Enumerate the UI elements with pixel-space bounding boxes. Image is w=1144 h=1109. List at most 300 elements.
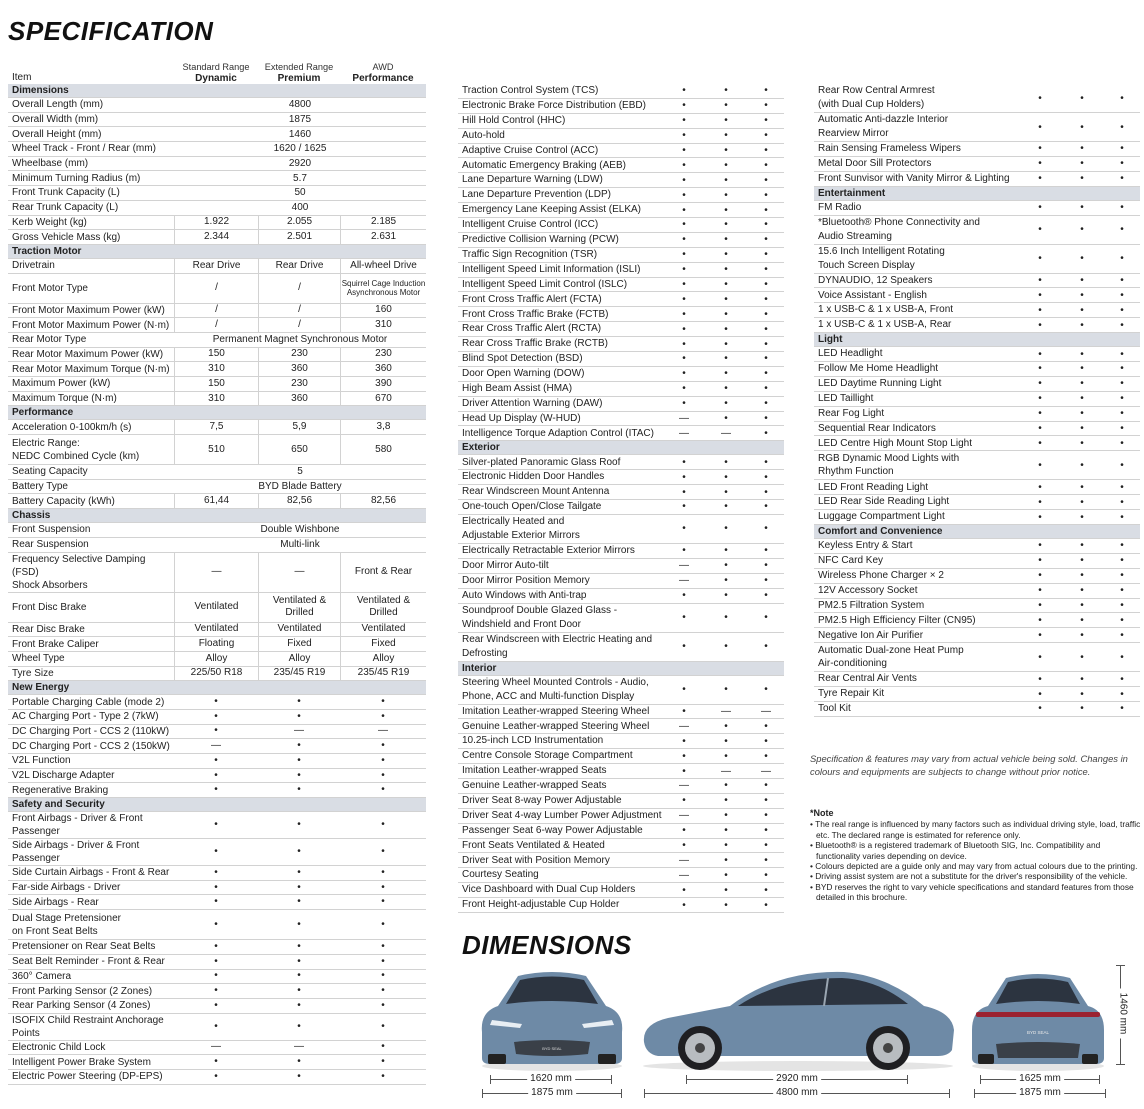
spec-row — [8, 710, 426, 725]
spec-row — [8, 157, 426, 172]
available-dot: • — [682, 884, 686, 896]
section-chassis: Chassis — [8, 509, 426, 523]
feature-row — [458, 676, 784, 705]
spec-row — [8, 113, 426, 128]
available-dot: • — [1038, 481, 1042, 493]
feature-label: Passenger Seat 6-way Power Adjustable — [462, 824, 643, 836]
feature-label: Electrically Retractable Exterior Mirrors — [462, 545, 635, 557]
available-dot: • — [1038, 437, 1042, 449]
available-dot: • — [724, 684, 728, 695]
length-label: 4800 mm — [773, 1087, 821, 1098]
feature-label: Rear Cross Traffic Alert (RCTA) — [462, 323, 602, 335]
feature-row — [458, 99, 784, 114]
feature-label: PM2.5 High Efficiency Filter (CN95) — [818, 614, 976, 626]
not-available-dash: — — [679, 720, 689, 732]
feature-row — [814, 113, 1140, 142]
spec-value: / — [174, 318, 258, 332]
available-dot: • — [764, 85, 768, 97]
available-dot: • — [764, 560, 768, 572]
available-dot: • — [764, 456, 768, 468]
spec-value: • — [381, 1041, 385, 1053]
spec-value: Fixed — [340, 637, 426, 651]
spec-label: Side Curtain Airbags - Front & Rear — [12, 867, 170, 879]
spec-value: 150 — [174, 348, 258, 362]
available-dot: • — [1038, 319, 1042, 331]
spec-value: • — [214, 866, 218, 878]
feature-label: 1 x USB-C & 1 x USB-A, Rear — [818, 319, 952, 331]
spec-value: • — [297, 710, 301, 722]
spec-value: 7,5 — [174, 420, 258, 434]
feature-label: Rain Sensing Frameless Wipers — [818, 143, 961, 155]
length-dimension — [644, 1087, 950, 1098]
feature-row — [458, 734, 784, 749]
available-dot: • — [1120, 570, 1124, 582]
feature-label: Intelligent Cruise Control (ICC) — [462, 219, 599, 231]
available-dot: • — [764, 219, 768, 231]
available-dot: • — [1080, 585, 1084, 597]
available-dot: • — [764, 427, 768, 439]
not-available-dash: — — [721, 427, 731, 439]
available-dot: • — [1080, 158, 1084, 170]
front-track-dimension — [490, 1073, 612, 1084]
not-available-dash: — — [761, 705, 771, 717]
available-dot: • — [764, 590, 768, 602]
feature-row — [814, 201, 1140, 216]
spec-row — [8, 392, 426, 407]
available-dot: • — [1120, 253, 1124, 265]
spec-row — [8, 910, 426, 940]
spec-row — [8, 984, 426, 999]
spec-value: • — [214, 754, 218, 766]
spec-value: • — [381, 1020, 385, 1032]
spec-label: Rear Motor Type — [12, 334, 87, 346]
feature-row — [814, 613, 1140, 628]
spec-value: / — [258, 318, 340, 332]
feature-label: Tyre Repair Kit — [818, 688, 885, 700]
spec-value: 360 — [258, 362, 340, 376]
spec-value: • — [214, 846, 218, 858]
available-dot: • — [682, 899, 686, 911]
spec-label: Kerb Weight (kg) — [12, 216, 87, 228]
feature-row — [458, 824, 784, 839]
available-dot: • — [764, 810, 768, 822]
spec-value: — — [211, 740, 221, 752]
available-dot: • — [682, 293, 686, 305]
feature-row — [458, 809, 784, 824]
available-dot: • — [1080, 614, 1084, 626]
spec-value: 510 — [174, 435, 258, 464]
feature-row — [458, 263, 784, 278]
spec-row — [8, 348, 426, 363]
available-dot: • — [724, 795, 728, 807]
spec-row — [8, 881, 426, 896]
available-dot: • — [764, 398, 768, 410]
feature-label: RGB Dynamic Mood Lights with Rhythm Function — [818, 452, 960, 478]
spec-row — [8, 940, 426, 955]
feature-row — [814, 84, 1140, 113]
dimensions-title: DIMENSIONS — [462, 930, 632, 960]
spec-value: Floating — [174, 637, 258, 651]
feature-label: Steering Wheel Mounted Controls - Audio, Phone, ACC and Multi-function Display — [462, 676, 649, 702]
feature-label: Auto Windows with Anti-trap — [462, 589, 587, 601]
available-dot: • — [764, 323, 768, 335]
note-item: • Driving assist system are not a substitute for the driver's responsibility of the vehicle. — [810, 871, 1128, 882]
spec-value: • — [381, 970, 385, 982]
available-dot: • — [682, 383, 686, 395]
header-item: Item — [12, 72, 32, 83]
feature-row — [458, 144, 784, 159]
disclaimer: Specification & features may vary from actual vehicle being sold. Changes in colours and equipments are subjects to change without prior notice. — [810, 753, 1128, 777]
feature-label: Silver-plated Panoramic Glass Roof — [462, 456, 621, 468]
available-dot: • — [682, 684, 686, 695]
available-dot: • — [1038, 651, 1042, 663]
feature-label: Front Height-adjustable Cup Holder — [462, 899, 620, 911]
available-dot: • — [724, 279, 728, 291]
spec-value: • — [381, 1056, 385, 1068]
available-dot: • — [724, 368, 728, 380]
spec-value: Alloy — [174, 652, 258, 666]
available-dot: • — [1080, 629, 1084, 641]
spec-value: 2.055 — [258, 216, 340, 230]
rear-track-dimension — [980, 1073, 1100, 1084]
spec-row — [8, 494, 426, 509]
spec-value-all: 5 — [297, 466, 303, 478]
feature-label: Imitation Leather-wrapped Steering Wheel — [462, 705, 650, 717]
note-item: • BYD reserves the right to vary vehicle specifications and standard features from those detailed in this brochure. — [810, 881, 1134, 903]
spec-row — [8, 652, 426, 667]
spec-row — [8, 866, 426, 881]
spec-row — [8, 333, 426, 348]
available-dot: • — [1080, 555, 1084, 567]
wheelbase-label: 2920 mm — [773, 1073, 821, 1084]
section-light: Light — [814, 333, 1140, 347]
available-dot: • — [1120, 363, 1124, 375]
available-dot: • — [764, 293, 768, 305]
spec-row — [8, 725, 426, 740]
available-dot: • — [682, 264, 686, 276]
spec-value: • — [214, 819, 218, 831]
available-dot: • — [764, 279, 768, 291]
spec-row — [8, 420, 426, 435]
feature-label: Front Cross Traffic Brake (FCTB) — [462, 308, 609, 320]
section-safety-and-security: Safety and Security — [8, 798, 426, 812]
note-item: • The real range is influenced by many factors such as individual driving style, load, traffic etc. The declared range is estimated for reference only. — [810, 819, 1141, 840]
feature-row — [814, 245, 1140, 274]
not-available-dash: — — [679, 560, 689, 572]
available-dot: • — [1120, 304, 1124, 316]
spec-value: — — [378, 725, 388, 737]
available-dot: • — [682, 323, 686, 335]
spec-title: SPECIFICATION — [8, 16, 214, 46]
spec-value: 82,56 — [340, 494, 426, 508]
feature-row — [458, 114, 784, 129]
spec-value: • — [297, 940, 301, 952]
available-dot: • — [724, 869, 728, 881]
available-dot: • — [764, 115, 768, 127]
available-dot: • — [724, 85, 728, 97]
spec-row — [8, 98, 426, 113]
spec-value: • — [381, 940, 385, 952]
available-dot: • — [1080, 651, 1084, 663]
spec-row — [8, 739, 426, 754]
feature-row — [814, 274, 1140, 289]
spec-value: Fixed — [258, 637, 340, 651]
spec-row — [8, 127, 426, 142]
feature-label: Keyless Entry & Start — [818, 540, 913, 552]
header-variant-premium: Extended Range Premium — [264, 62, 334, 84]
available-dot: • — [1080, 540, 1084, 552]
feature-row — [814, 142, 1140, 157]
feature-row — [458, 367, 784, 382]
spec-table-main — [8, 58, 426, 1085]
available-dot: • — [1038, 408, 1042, 420]
feature-row — [458, 292, 784, 307]
available-dot: • — [764, 353, 768, 365]
spec-value: • — [381, 985, 385, 997]
feature-label: 15.6 Inch Intelligent Rotating Touch Screen Display — [818, 245, 945, 271]
available-dot: • — [1080, 408, 1084, 420]
not-available-dash: — — [679, 810, 689, 822]
spec-label: V2L Discharge Adapter — [12, 770, 115, 782]
spec-row — [8, 1014, 426, 1041]
spec-value: • — [214, 918, 218, 930]
header-variant-dynamic: Standard Range Dynamic — [182, 62, 250, 84]
feature-label: Imitation Leather-wrapped Seats — [462, 765, 607, 777]
available-dot: • — [724, 383, 728, 395]
available-dot: • — [1038, 555, 1042, 567]
feature-row — [814, 510, 1140, 525]
feature-row — [458, 129, 784, 144]
spec-row — [8, 769, 426, 784]
feature-label: Follow Me Home Headlight — [818, 363, 939, 375]
available-dot: • — [724, 249, 728, 261]
available-dot: • — [682, 705, 686, 717]
spec-row — [8, 274, 426, 304]
spec-value: 2.501 — [258, 230, 340, 244]
spec-row — [8, 553, 426, 593]
spec-row — [8, 171, 426, 186]
spec-label: Electronic Child Lock — [12, 1041, 106, 1053]
spec-value: — — [294, 725, 304, 737]
available-dot: • — [1080, 92, 1084, 104]
feature-row — [814, 495, 1140, 510]
car-front-view-image — [474, 962, 630, 1072]
spec-value: Ventilated & Drilled — [258, 593, 340, 622]
available-dot: • — [1120, 319, 1124, 331]
spec-value: • — [214, 1056, 218, 1068]
available-dot: • — [764, 264, 768, 276]
spec-value: 3,8 — [340, 420, 426, 434]
available-dot: • — [1080, 224, 1084, 236]
feature-row — [814, 303, 1140, 318]
feature-row — [814, 318, 1140, 333]
available-dot: • — [1038, 253, 1042, 265]
feature-label: 10.25-inch LCD Instrumentation — [462, 735, 604, 747]
available-dot: • — [724, 100, 728, 112]
available-dot: • — [1080, 348, 1084, 360]
spec-value: / — [258, 304, 340, 318]
feature-row — [814, 599, 1140, 614]
available-dot: • — [764, 204, 768, 216]
spec-table-features-2 — [814, 84, 1140, 717]
spec-label: ISOFIX Child Restraint Anchorage Points — [12, 1014, 164, 1039]
feature-label: Traction Control System (TCS) — [462, 85, 599, 97]
available-dot: • — [724, 750, 728, 762]
feature-row — [458, 633, 784, 662]
available-dot: • — [1120, 378, 1124, 390]
available-dot: • — [1038, 275, 1042, 286]
spec-value: / — [174, 304, 258, 318]
feature-label: Courtesy Seating — [462, 869, 539, 881]
notes-title: *Note — [810, 808, 834, 818]
available-dot: • — [764, 750, 768, 762]
feature-label: Lane Departure Prevention (LDP) — [462, 189, 611, 201]
feature-label: Intelligent Speed Limit Control (ISLC) — [462, 278, 628, 290]
notes — [810, 808, 1144, 903]
feature-label: PM2.5 Filtration System — [818, 599, 925, 611]
spec-value-all: 4800 — [288, 99, 312, 111]
feature-label: Automatic Dual-zone Heat Pump Air-conditioning — [818, 644, 964, 670]
spec-value: 1.922 — [174, 216, 258, 230]
feature-label: LED Daytime Running Light — [818, 378, 942, 390]
spec-value: 580 — [340, 435, 426, 464]
available-dot: • — [1080, 173, 1084, 185]
available-dot: • — [1080, 570, 1084, 582]
feature-row — [458, 839, 784, 854]
spec-value: 310 — [174, 362, 258, 376]
spec-label: Seating Capacity — [12, 466, 88, 478]
spec-value-all: 2920 — [288, 158, 312, 170]
spec-value: 2.344 — [174, 230, 258, 244]
available-dot: • — [682, 115, 686, 127]
not-available-dash: — — [679, 780, 689, 792]
available-dot: • — [1120, 275, 1124, 286]
available-dot: • — [1038, 614, 1042, 626]
spec-row — [8, 1055, 426, 1070]
spec-label: Rear Parking Sensor (4 Zones) — [12, 1000, 151, 1012]
spec-value: • — [381, 999, 385, 1011]
available-dot: • — [1038, 224, 1042, 236]
spec-value: • — [297, 1070, 301, 1082]
available-dot: • — [1080, 143, 1084, 155]
available-dot: • — [1080, 378, 1084, 390]
spec-row — [8, 304, 426, 319]
available-dot: • — [764, 145, 768, 156]
available-dot: • — [1038, 393, 1042, 405]
available-dot: • — [764, 159, 768, 171]
available-dot: • — [682, 456, 686, 468]
available-dot: • — [764, 174, 768, 186]
spec-row — [8, 1041, 426, 1056]
available-dot: • — [1120, 408, 1124, 420]
feature-row — [458, 233, 784, 248]
available-dot: • — [724, 735, 728, 747]
spec-label: Overall Height (mm) — [12, 128, 102, 140]
spec-table-features-1 — [458, 84, 784, 913]
spec-label: Rear Motor Maximum Torque (N·m) — [12, 363, 170, 375]
spec-value: • — [297, 955, 301, 967]
spec-value-all: BYD Blade Battery — [258, 481, 342, 493]
available-dot: • — [764, 501, 768, 513]
available-dot: • — [1080, 363, 1084, 375]
available-dot: • — [1080, 437, 1084, 449]
feature-label: Wireless Phone Charger × 2 — [818, 569, 944, 581]
feature-row — [814, 480, 1140, 495]
available-dot: • — [1120, 121, 1124, 133]
feature-label: NFC Card Key — [818, 555, 884, 567]
not-available-dash: — — [679, 869, 689, 881]
feature-row — [458, 173, 784, 188]
available-dot: • — [764, 545, 768, 557]
spec-value: 160 — [340, 304, 426, 318]
spec-value: 230 — [258, 377, 340, 391]
spec-label: Intelligent Power Brake System — [12, 1056, 151, 1068]
available-dot: • — [682, 308, 686, 320]
available-dot: • — [764, 471, 768, 483]
spec-label: Gross Vehicle Mass (kg) — [12, 231, 121, 243]
available-dot: • — [682, 368, 686, 380]
section-exterior: Exterior — [458, 441, 784, 455]
available-dot: • — [764, 780, 768, 792]
spec-row — [8, 465, 426, 480]
feature-label: FM Radio — [818, 201, 862, 213]
spec-row — [8, 667, 426, 682]
available-dot: • — [1120, 600, 1124, 612]
spec-label: Battery Capacity (kWh) — [12, 495, 115, 507]
spec-value: • — [214, 955, 218, 967]
spec-value: • — [297, 970, 301, 982]
spec-label: Front Motor Maximum Power (N·m) — [12, 319, 170, 331]
available-dot: • — [682, 545, 686, 557]
spec-row — [8, 318, 426, 333]
available-dot: • — [1038, 92, 1042, 104]
feature-label: Front Sunvisor with Vanity Mirror & Lighting — [818, 172, 1010, 184]
available-dot: • — [764, 523, 768, 535]
available-dot: • — [724, 523, 728, 535]
feature-row — [458, 559, 784, 574]
feature-label: Luggage Compartment Light — [818, 511, 945, 523]
spec-label: Front Brake Caliper — [12, 638, 99, 650]
feature-row — [458, 322, 784, 337]
spec-row — [8, 970, 426, 985]
spec-value: • — [297, 866, 301, 878]
available-dot: • — [1038, 121, 1042, 133]
feature-label: Electronic Brake Force Distribution (EBD) — [462, 100, 646, 112]
available-dot: • — [1120, 173, 1124, 185]
spec-value: 310 — [174, 392, 258, 406]
available-dot: • — [682, 839, 686, 851]
spec-value: • — [381, 1070, 385, 1082]
available-dot: • — [682, 612, 686, 623]
spec-label: Pretensioner on Rear Seat Belts — [12, 941, 156, 953]
feature-label: DYNAUDIO, 12 Speakers — [818, 274, 933, 286]
spec-value: • — [297, 754, 301, 766]
spec-value: • — [214, 784, 218, 796]
available-dot: • — [682, 765, 686, 777]
available-dot: • — [1080, 423, 1084, 435]
feature-row — [458, 898, 784, 913]
feature-row — [458, 883, 784, 898]
feature-label: Electrically Heated and Adjustable Exterior Mirrors — [462, 516, 580, 541]
available-dot: • — [724, 159, 728, 171]
available-dot: • — [724, 720, 728, 732]
available-dot: • — [1038, 363, 1042, 375]
width-dimension-rear — [974, 1087, 1106, 1098]
available-dot: • — [1120, 673, 1124, 685]
available-dot: • — [682, 735, 686, 747]
not-available-dash: — — [721, 765, 731, 777]
spec-value: Alloy — [258, 652, 340, 666]
